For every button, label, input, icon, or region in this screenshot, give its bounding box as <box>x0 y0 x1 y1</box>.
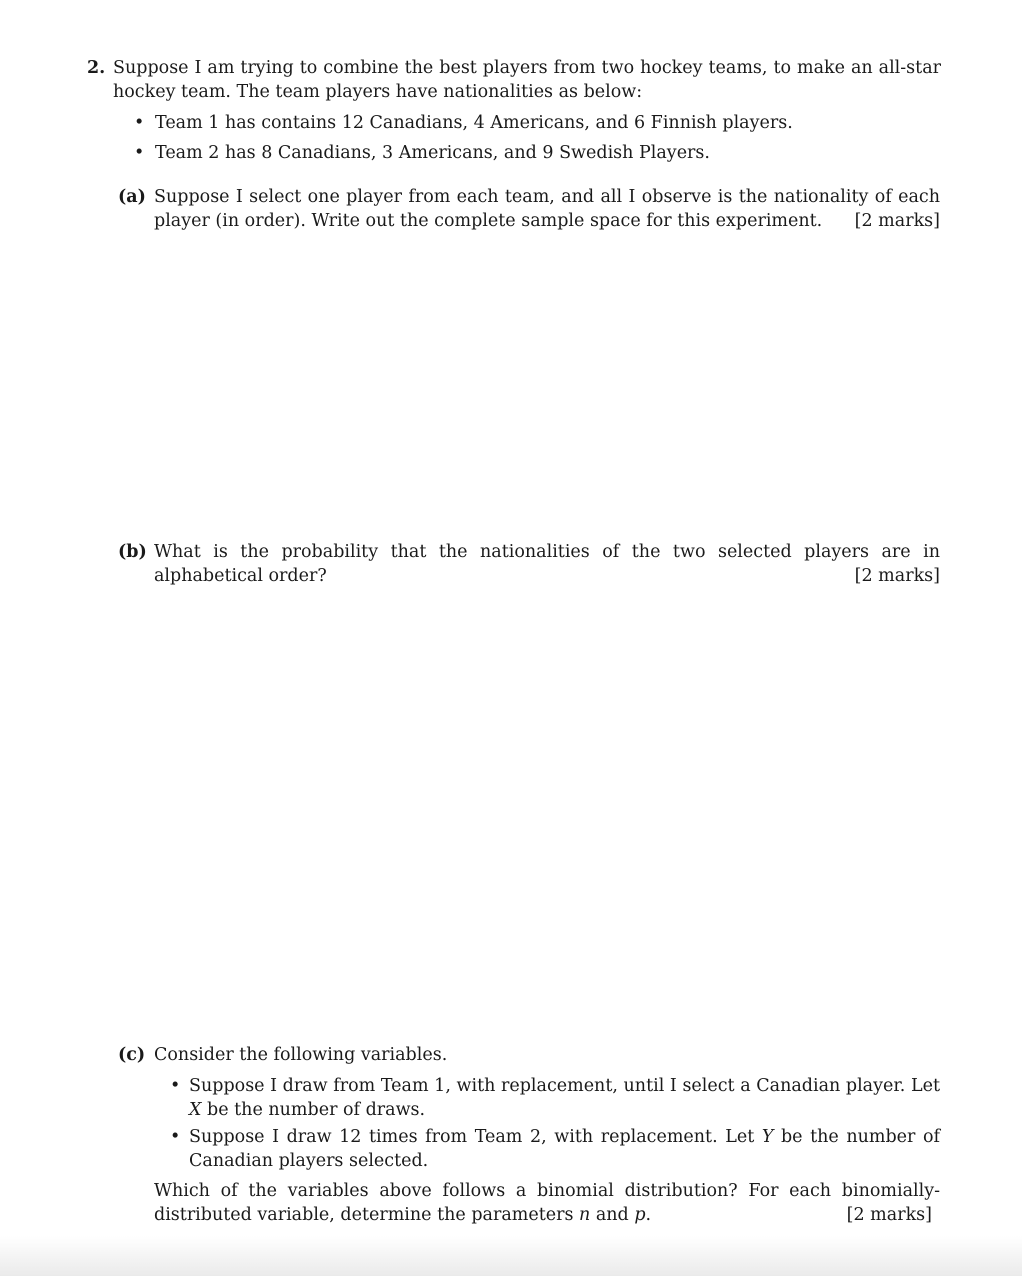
team-2-item <box>132 141 932 165</box>
part-c-label: (c) <box>118 1045 146 1065</box>
part-a-label: (a) <box>118 187 146 207</box>
part-b-text: What is the probability that the nationalities of the two selected players are in alphabetical order? <box>154 542 940 586</box>
bullet-icon: • <box>134 113 145 133</box>
part-c-marks: [2 marks] <box>846 1205 932 1225</box>
part-b-body <box>154 540 940 588</box>
team-1-item <box>132 111 932 135</box>
bullet-icon: • <box>170 1127 181 1147</box>
team-1-text: Team 1 has contains 12 Canadians, 4 Americans, and 6 Finnish players. <box>155 113 793 133</box>
variable-y-item <box>170 1125 940 1173</box>
part-c-question-end: . <box>645 1205 652 1225</box>
part-a-marks: [2 marks] <box>854 211 940 231</box>
variable-x-text-end: be the number of draws. <box>201 1100 426 1120</box>
part-c-question-start: Which of the variables above follows a binomial distribution? For each binomially-distributed variable, determine the parameters <box>154 1181 940 1225</box>
part-b <box>118 540 940 588</box>
variable-x-text-start: Suppose I draw from Team 1, with replacement, until I select a Canadian player. Let <box>189 1076 940 1096</box>
variable-y-text-start: Suppose I draw 12 times from Team 2, with replacement. Let <box>189 1127 762 1147</box>
part-a-text: Suppose I select one player from each team, and all I observe is the nationality of each player (in order). Write out the complete sample space for this experiment. <box>154 187 940 231</box>
bullet-icon: • <box>134 143 145 163</box>
variable-list <box>170 1074 940 1173</box>
part-c <box>118 1043 940 1227</box>
variable-y-text-end: be the number of Canadian players selected. <box>189 1127 940 1171</box>
param-p-symbol: p <box>634 1205 646 1225</box>
variable-y-symbol: Y <box>761 1127 774 1147</box>
question-number: 2. <box>87 58 106 78</box>
part-b-marks: [2 marks] <box>854 566 940 586</box>
bullet-icon: • <box>170 1076 181 1096</box>
page-bottom-shade <box>0 1236 1022 1276</box>
part-b-label: (b) <box>118 542 147 562</box>
variable-x-item <box>170 1074 940 1122</box>
part-a-body <box>154 185 940 233</box>
part-c-text: Consider the following variables. <box>154 1045 448 1065</box>
part-c-question <box>154 1179 940 1227</box>
question-intro: Suppose I am trying to combine the best players from two hockey teams, to make an all-star hockey team. The team players have nationalities as below: <box>113 58 941 102</box>
part-c-body <box>154 1043 940 1067</box>
param-n-symbol: n <box>579 1205 591 1225</box>
part-c-question-mid: and <box>590 1205 635 1225</box>
team-list <box>132 111 932 171</box>
part-a <box>118 185 940 233</box>
variable-x-symbol: X <box>189 1100 202 1120</box>
team-2-text: Team 2 has 8 Canadians, 3 Americans, and 9 Swedish Players. <box>155 143 710 163</box>
